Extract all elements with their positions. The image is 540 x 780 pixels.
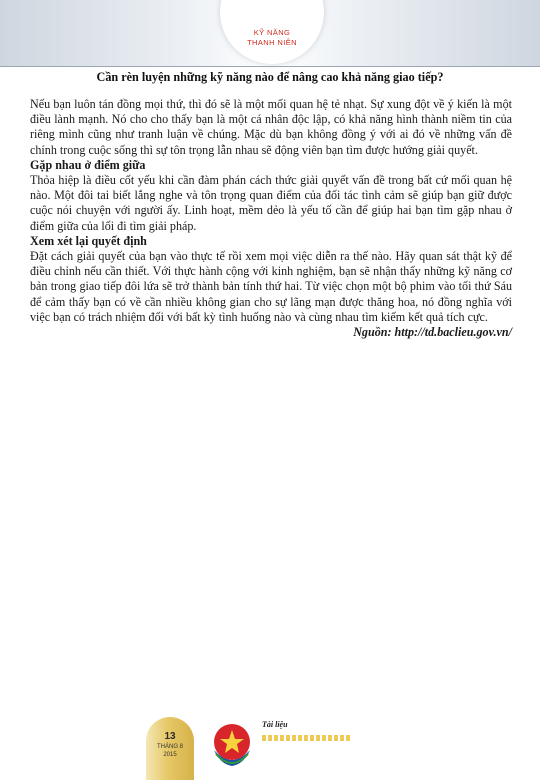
section-heading: Gặp nhau ở điểm giữa	[30, 157, 146, 172]
section-tag-line2: THANH NIÊN	[247, 37, 297, 47]
section-body: Đặt cách giải quyết của bạn vào thực tế rồi xem mọi việc diễn ra thế nào. Hãy quan sát thật kỹ để điều chỉnh nếu cần thiết. Với thực hành cộng với kinh nghiệm, bạn sẽ nhận thấy những kỹ năng cơ bản trong giao tiếp đôi lứa sẽ trở thành bản tính thứ hai. Từ việc chọn một bộ phim vào tối thứ Sáu để cảm thấy bạn có về cần nhiều không gian cho sự lãng mạn được thăng hoa, nó đồng nghĩa với việc bạn có trách nhiệm đối với bất kỳ tình huống nào và cùng nhau tìm kiếm kết quả tích cực.	[30, 249, 512, 324]
issue-month: THÁNG 8	[156, 744, 183, 750]
section-tag	[220, 28, 324, 47]
header-divider	[0, 66, 540, 67]
article-body	[30, 97, 512, 340]
issue-year: 2015	[163, 752, 177, 758]
youth-union-emblem-icon	[208, 720, 256, 772]
section-tag-line1: KỸ NĂNG	[253, 28, 291, 37]
page-number-badge	[146, 717, 194, 780]
section-heading: Xem xét lại quyết định	[30, 233, 147, 248]
article-intro: Nếu bạn luôn tán đồng mọi thứ, thì đó sẽ là một mối quan hệ tẻ nhạt. Sự xung đột về ý kiến là một điều lành mạnh. Nó cho cho thấy bạn là một cá nhân độc lập, có khả năng hình thành niềm tin của riêng mình cũng như tranh luận về chúng. Mặc dù bạn không đồng ý với ai đó về những vấn đề chính trong cuộc sống thì sự tôn trọng lẫn nhau sẽ động viên bạn tìm được hướng giải quyết.	[30, 97, 512, 157]
article-title: Cần rèn luyện những kỹ năng nào để nâng cao khả năng giao tiếp?	[96, 70, 444, 84]
footer-label: Tài liệu	[262, 720, 288, 729]
section-body: Thỏa hiệp là điều cốt yếu khi cần đàm phán cách thức giải quyết vấn đề trong bất cứ mối quan hệ nào. Một đôi tai biết lắng nghe và tôn trọng quan điểm của đối tác tình cảm sẽ giúp bạn giữ được cuộc nói chuyện với người ấy. Linh hoạt, mềm dẻo là yếu tố cần để giúp hai bạn tìm gặp nhau ở điểm giữa của lối đi tìm giải pháp.	[30, 173, 512, 233]
footer-subtitle-graphic	[262, 735, 352, 741]
article-source: Nguồn: http://td.baclieu.gov.vn/	[353, 325, 512, 340]
page-number: 13	[164, 731, 176, 742]
